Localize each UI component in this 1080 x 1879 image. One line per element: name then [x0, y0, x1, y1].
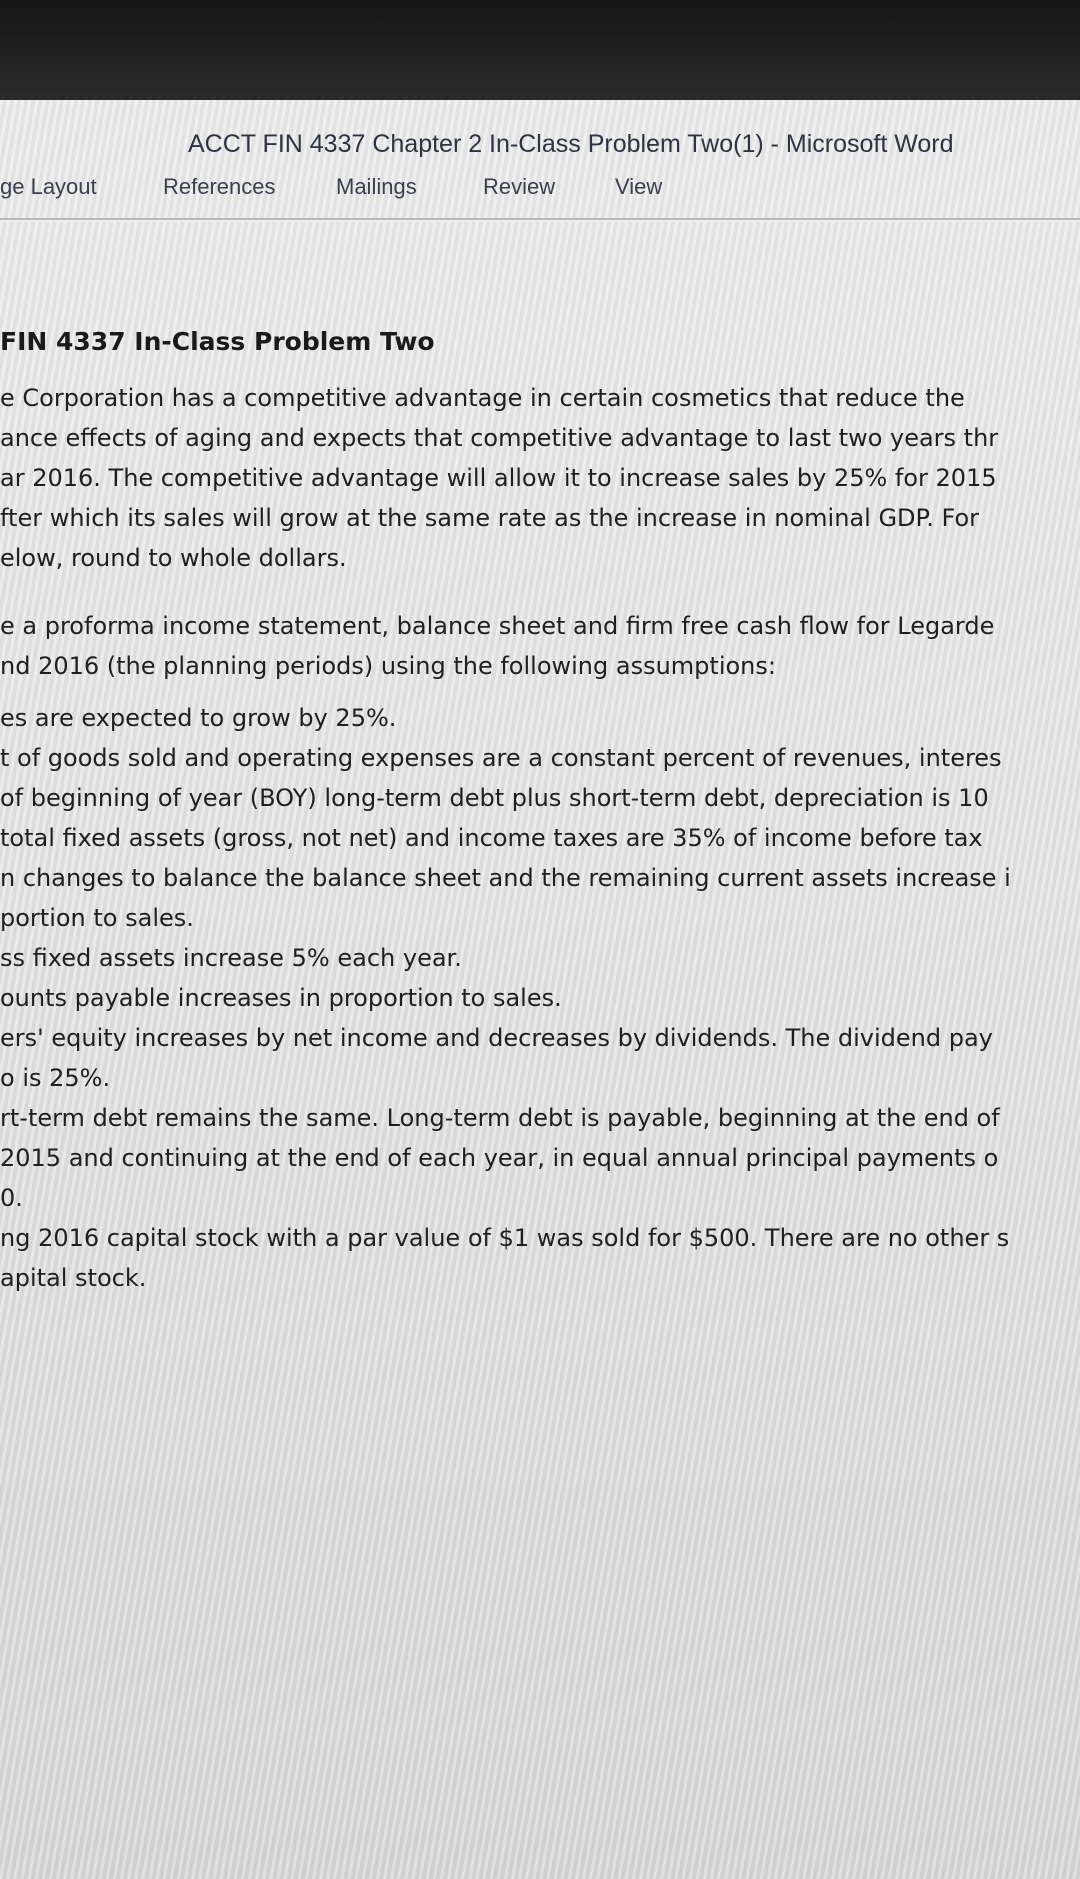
- tab-mailings[interactable]: Mailings: [336, 174, 417, 199]
- paragraph2-line: e a proforma income statement, balance sheet and firm free cash flow for Legarde: [0, 612, 995, 640]
- assumption-line: ers' equity increases by net income and decreases by dividends. The dividend pay: [0, 1024, 993, 1052]
- assumption-line: portion to sales.: [0, 904, 194, 932]
- paragraph2-line: nd 2016 (the planning periods) using the following assumptions:: [0, 652, 776, 680]
- assumption-line: es are expected to grow by 25%.: [0, 704, 397, 732]
- assumption-line: of beginning of year (BOY) long-term debt plus short-term debt, depreciation is 10: [0, 784, 989, 812]
- assumption-line: apital stock.: [0, 1264, 147, 1292]
- tab-page-layout[interactable]: ge Layout: [0, 174, 97, 199]
- window-title: ACCT FIN 4337 Chapter 2 In-Class Problem Two(1) - Microsoft Word: [188, 130, 954, 158]
- assumption-line: rt-term debt remains the same. Long-term debt is payable, beginning at the end of: [0, 1104, 1000, 1132]
- document-heading: FIN 4337 In-Class Problem Two: [0, 327, 435, 356]
- tab-references[interactable]: References: [163, 174, 276, 199]
- assumption-line: total fixed assets (gross, not net) and income taxes are 35% of income before tax: [0, 824, 983, 852]
- word-window: [0, 100, 1080, 1879]
- assumption-line: 2015 and continuing at the end of each year, in equal annual principal payments o: [0, 1144, 999, 1172]
- ribbon-tabs: [0, 162, 1080, 220]
- paragraph1-line: elow, round to whole dollars.: [0, 544, 347, 572]
- title-bar: [0, 100, 1080, 162]
- assumption-line: ss fixed assets increase 5% each year.: [0, 944, 462, 972]
- assumption-line: 0.: [0, 1184, 23, 1212]
- assumption-line: o is 25%.: [0, 1064, 111, 1092]
- assumption-line: ounts payable increases in proportion to sales.: [0, 984, 562, 1012]
- tab-review[interactable]: Review: [483, 174, 556, 199]
- paragraph1-line: ar 2016. The competitive advantage will allow it to increase sales by 25% for 2015: [0, 464, 997, 492]
- assumption-line: t of goods sold and operating expenses are a constant percent of revenues, interes: [0, 744, 1002, 772]
- paragraph1-line: ance effects of aging and expects that competitive advantage to last two years thr: [0, 424, 999, 452]
- document-body[interactable]: [0, 225, 1080, 1879]
- paragraph1-line: e Corporation has a competitive advantage in certain cosmetics that reduce the: [0, 384, 965, 412]
- monitor-bezel: [0, 0, 1080, 100]
- assumption-line: n changes to balance the balance sheet and the remaining current assets increase i: [0, 864, 1011, 892]
- assumption-line: ng 2016 capital stock with a par value of $1 was sold for $500. There are no other s: [0, 1224, 1010, 1252]
- paragraph1-line: fter which its sales will grow at the same rate as the increase in nominal GDP. For: [0, 504, 980, 532]
- tab-view[interactable]: View: [615, 174, 663, 199]
